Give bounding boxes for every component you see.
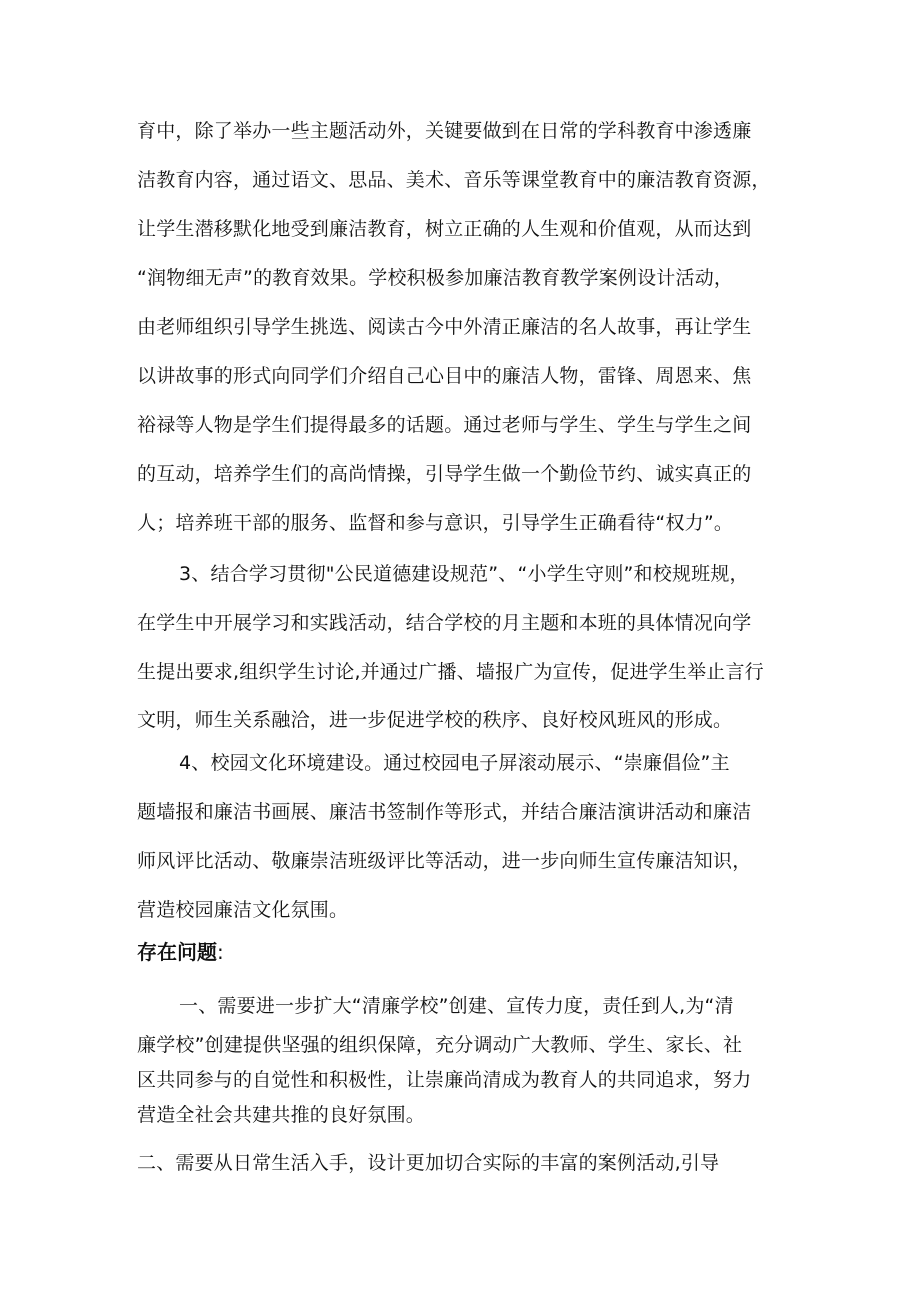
text-line: 营造校园廉洁文化氛围。 <box>137 899 349 921</box>
text-line: 裕禄等人物是学生们提得最多的话题。通过老师与学生、学生与学生之间 <box>137 414 752 436</box>
text-line: 洁教育内容，通过语文、思品、美术、音乐等课堂教育中的廉洁教育资源， <box>137 169 771 191</box>
text-line: 3、结合学习贯彻"公民道德建设规范”、“小学生守则”和校规班规， <box>179 563 749 585</box>
text-line: 一、需要进一步扩大“清廉学校”创建、宣传力度，责任到人,为“清 <box>179 995 734 1017</box>
text-line: 由老师组织引导学生挑选、阅读古今中外清正廉洁的名人故事，再让学生 <box>137 316 752 338</box>
text-line: 人；培养班干部的服务、监督和参与意识，引导学生正确看待“权力”。 <box>137 512 734 534</box>
text-line: 区共同参与的自觉性和积极性，让崇廉尚清成为教育人的共同追求，努力 <box>137 1069 752 1091</box>
text-line: 廉学校”创建提供坚强的组织保障，充分调动广大教师、学生、家长、社 <box>137 1034 743 1056</box>
text-line: “润物细无声”的教育效果。学校积极参加廉洁教育教学案例设计活动， <box>137 267 734 289</box>
text-line: 生提出要求,组织学生讨论,并通过广播、墙报广为宣传，促进学生举止言行 <box>137 661 764 683</box>
text-line: 文明，师生关系融洽，进一步促进学校的秩序、良好校风班风的形成。 <box>137 709 733 731</box>
text-line: 以讲故事的形式向同学们介绍自己心目中的廉洁人物，雷锋、周恩来、焦 <box>137 365 752 387</box>
text-line: 4、校园文化环境建设。通过校园电子屏滚动展示、“崇廉倡俭”主 <box>179 752 730 774</box>
problems-heading <box>137 938 224 966</box>
text-line: 师风评比活动、敬廉崇洁班级评比等活动，进一步向师生宣传廉洁知识， <box>137 850 752 872</box>
text-line: 二、需要从日常生活入手，设计更加切合实际的丰富的案例活动,引导 <box>137 1152 720 1174</box>
text-line: 题墙报和廉洁书画展、廉洁书签制作等形式，并结合廉洁演讲活动和廉洁 <box>137 801 752 823</box>
text-line: 让学生潜移默化地受到廉洁教育，树立正确的人生观和价值观，从而达到 <box>137 218 752 240</box>
text-line: 育中，除了举办一些主题活动外，关键要做到在日常的学科教育中渗透廉 <box>137 120 752 142</box>
text-line: 营造全社会共建共推的良好氛围。 <box>137 1104 426 1126</box>
problems-heading-title: 存在问题 <box>137 940 217 964</box>
problems-heading-colon: : <box>217 940 224 964</box>
text-line: 的互动，培养学生们的高尚情操，引导学生做一个勤俭节约、诚实真正的 <box>137 463 752 485</box>
text-line: 在学生中开展学习和实践活动，结合学校的月主题和本班的具体情况向学 <box>137 612 752 634</box>
